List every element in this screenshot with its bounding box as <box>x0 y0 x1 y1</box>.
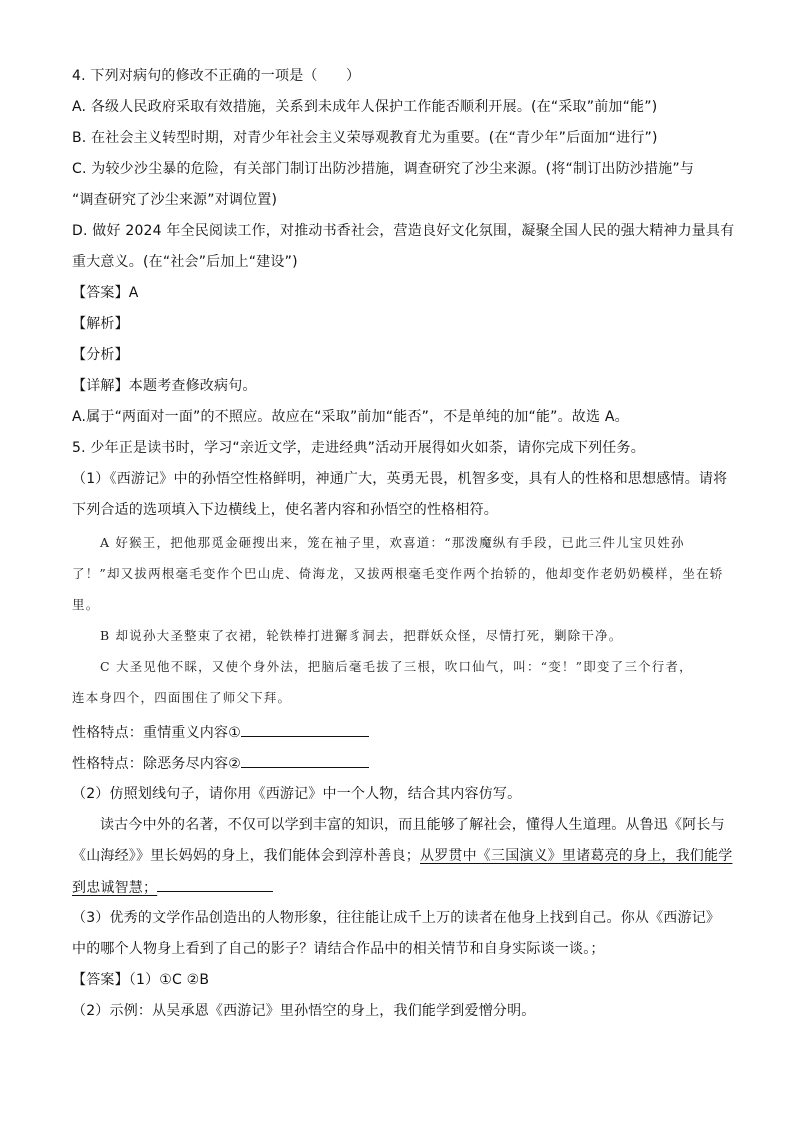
q5-option-b: B 却说孙大圣整束了衣裙，轮铁棒打进獬豸洞去，把群妖众怪，尽情打死，剿除干净。 <box>100 628 623 643</box>
answer-blank-3[interactable] <box>157 877 273 892</box>
q5-passage-line2-a: 《山海经》》里长妈妈的身上，我们能体会到淳朴善良； <box>72 848 420 864</box>
q5-trait1-row <box>72 722 369 743</box>
q5-part1-line2: 下列合适的选项填入下边横线上，使名著内容和孙悟空的性格相符。 <box>72 502 498 518</box>
q5-part3-line2: 中的哪个人物身上看到了自己的影子？请结合作品中的相关情节和自身实际谈一谈。； <box>72 941 605 957</box>
q5-part2: （2）仿照划线句子，请你用《西游记》中一个人物，结合其内容仿写。 <box>72 786 522 802</box>
q4-option-c-line1: C. 为较少沙尘暴的危险，有关部门制订出防沙措施，调查研究了沙尘来源。(将“制订出防沙措施”与 <box>72 161 695 177</box>
q4-option-d-line1: D. 做好 2024 年全民阅读工作，对推动书香社会，营造良好文化氛围，凝聚全国人民的强大精神力量具有 <box>72 223 735 239</box>
q5-underlined-sentence-end: 到忠诚智慧； <box>72 880 158 896</box>
q4-detail: 【详解】本题考查修改病句。 <box>72 378 257 394</box>
q5-answer-1: 【答案】（1）①C ②B <box>72 972 210 988</box>
q4-option-b: B. 在社会主义转型时期，对青少年社会主义荣辱观教育尤为重要。(在“青少年”后面加“进行”) <box>72 130 658 146</box>
q5-option-a-line3: 里。 <box>72 597 100 612</box>
q5-passage-line3 <box>72 877 273 898</box>
q5-trait2-row <box>72 753 369 774</box>
q5-underlined-sentence: 从罗贯中《三国演义》里诸葛亮的身上，我们能学 <box>420 848 733 864</box>
q5-part3-line1: （3）优秀的文学作品创造出的人物形象，往往能让成千上万的读者在他身上找到自己。你从《西游记》 <box>72 910 721 926</box>
q5-trait1-label: 性格特点：重情重义内容① <box>72 725 241 741</box>
q4-answer: 【答案】A <box>72 285 139 301</box>
answer-blank-1[interactable] <box>241 722 369 737</box>
answer-blank-2[interactable] <box>241 753 369 768</box>
q5-part1-line1: （1）《西游记》中的孙悟空性格鲜明，神通广大，英勇无畏，机智多变，具有人的性格和思想感情。请将 <box>72 471 728 487</box>
q5-option-a-line1: A 好猴王，把他那觅金砸搜出来，笼在袖子里，欢喜道：“那泼魔纵有手段，已此三件儿宝贝姓孙 <box>100 535 685 550</box>
q4-option-c-line2: “调查研究了沙尘来源”对调位置) <box>72 192 278 208</box>
q4-jiexi-label: 【解析】 <box>72 316 129 332</box>
q5-option-c-line2: 连本身四个，四面围住了师父下拜。 <box>72 690 292 705</box>
q4-fenxi-label: 【分析】 <box>72 347 129 363</box>
q5-option-c-line1: C 大圣见他不睬，又使个身外法，把脑后毫毛拔了三根，吹口仙气，叫：“变！”即变了三个行者， <box>100 659 693 674</box>
q5-passage-line2 <box>72 846 732 866</box>
q5-trait2-label: 性格特点：除恶务尽内容② <box>72 756 241 772</box>
q4-stem: 4. 下列对病句的修改不正确的一项是（ ） <box>72 68 361 84</box>
q5-answer-2: （2）示例：从吴承恩《西游记》里孙悟空的身上，我们能学到爱憎分明。 <box>72 1003 536 1019</box>
q5-stem: 5. 少年正是读书时，学习“亲近文学，走进经典”活动开展得如火如荼，请你完成下列任务。 <box>72 440 645 456</box>
q5-passage-line1: 读古今中外的名著，不仅可以学到丰富的知识，而且能够了解社会，懂得人生道理。从鲁迅《阿长与 <box>100 817 725 833</box>
q4-option-a: A. 各级人民政府采取有效措施，关系到未成年人保护工作能否顺利开展。(在“采取”前加“能”) <box>72 99 658 115</box>
q5-option-a-line2: 了！”却又拔两根毫毛变作个巴山虎、倚海龙，又拔两根毫毛变作两个抬轿的，他却变作老奶奶模样，坐在轿 <box>72 566 724 581</box>
q4-option-d-line2: 重大意义。(在“社会”后加上“建设”) <box>72 254 298 270</box>
q4-explanation: A.属于“两面对一面”的不照应。故应在“采取”前加“能否”，不是单纯的加“能”。故选 A。 <box>72 409 629 425</box>
